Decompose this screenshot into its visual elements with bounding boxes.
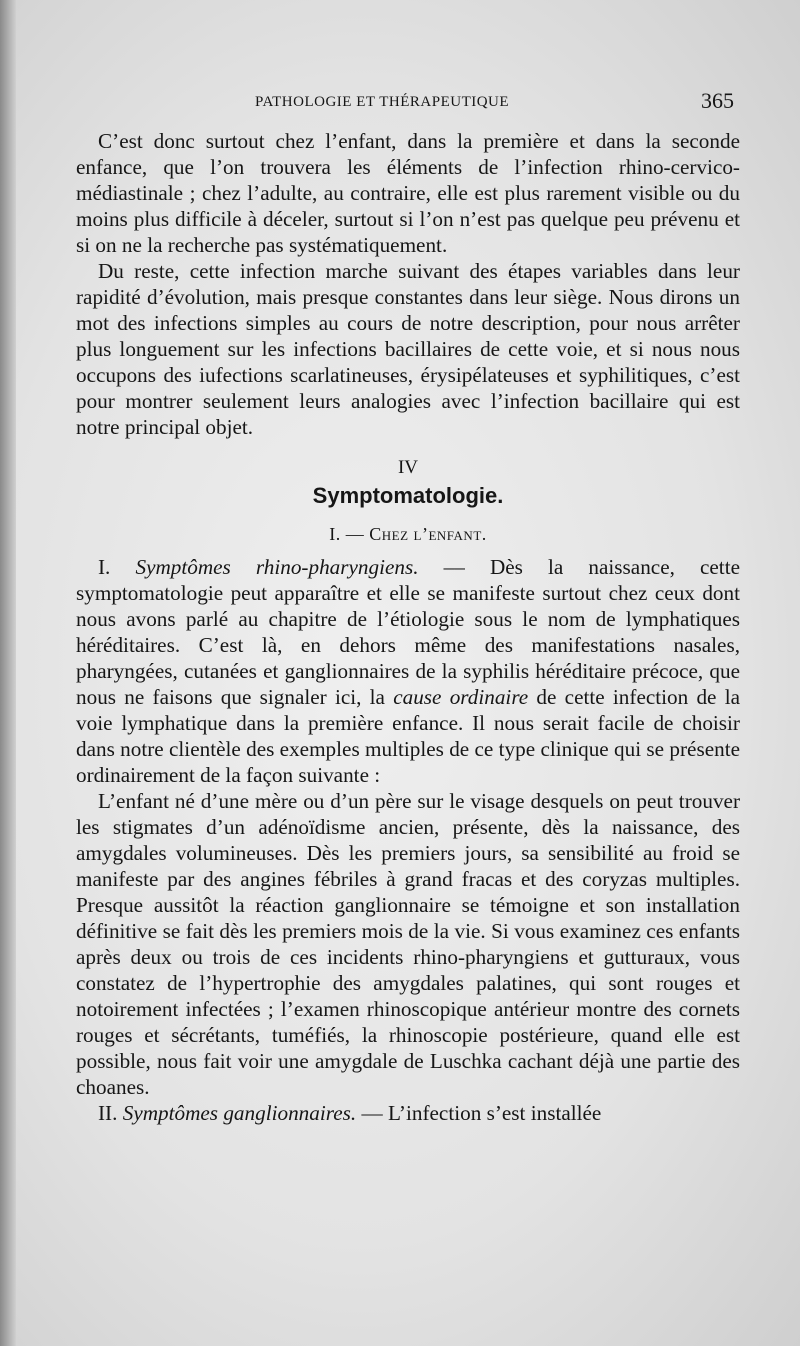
paragraph-4: L’enfant né d’une mère ou d’un père sur le visage desquels on peut trouver les stigmates d’un adénoïdisme ancien, présente, dès la naissance, des amygdales volumineuses. Dès les premiers jours, sa sensibilité au froid se manifeste par des angines fébriles à grand fracas et des coryzas multiples. Presque aussitôt la réaction ganglionnaire se témoigne et son installation définitive se fait dès les premiers mois de la vie. Si vous examinez ces enfants après deux ou trois de ces incidents rhino-pharyngiens et gutturaux, vous constatez de l’hypertrophie des amygdales palatines, qui sont rouges et notoirement infectées ; l’examen rhinoscopique antérieur montre des cornets rouges et sécrétants, tuméfiés, la rhinoscopie postérieure, quand elle est possible, nous fait voir une amygdale de Luschka cachant déjà une partie des choanes. [76, 789, 740, 1099]
page-body [76, 128, 740, 1126]
section-title: Symptomatologie. [312, 483, 504, 508]
page-number: 365 [701, 88, 734, 113]
paragraph-3-title: Symptômes rhino-pharyngiens. [135, 555, 419, 579]
scan-edge-shadow [0, 0, 16, 1346]
paragraph-1: C’est donc surtout chez l’enfant, dans la première et dans la seconde enfance, que l’on trouvera les éléments de l’infection rhino-cervico-médiastinale ; chez l’adulte, au contraire, elle est plus rarement visible ou du moins plus difficile à déceler, surtout si l’on n’est pas quelque peu prévenu et si on ne la recherche pas systématiquement. [76, 129, 740, 257]
subsection-heading [76, 522, 740, 546]
paragraph-5-title: Symptômes ganglionnaires. [122, 1101, 357, 1125]
subsection-dash: — [340, 524, 370, 544]
section-number: IV [397, 457, 419, 478]
paragraph-5 [76, 1100, 740, 1126]
paragraph-3-text-a: –– Dès la naissance, cette symptomatologie peut apparaître et elle se manifeste surtout chez ceux dont nous avons parlé au chapitre de l’étiologie sous le nom de lymphatiques héréditaires. C’est là, en dehors même des manifestations nasales, pharyngées, cutanées et ganglionnaires de la syphilis héréditaire précoce, que nous ne faisons que signaler ici, la [76, 555, 740, 709]
paragraph-2: Du reste, cette infection marche suivant des étapes variables dans leur rapidité d’évolution, mais presque constantes dans leur siège. Nous dirons un mot des infections simples au cours de notre description, pour nous arrêter plus longuement sur les infections bacillaires de cette voie, et si nous nous occupons des iufections scarlatineuses, érysipélateuses et syphilitiques, c’est pour montrer seulement leurs analogies avec l’infection bacillaire qui est notre principal objet. [76, 259, 740, 439]
page-header [80, 88, 740, 120]
paragraph-3 [76, 554, 740, 788]
paragraph-3-number: I. [98, 555, 136, 579]
paragraph-5-number: II. [98, 1101, 123, 1125]
running-head: PATHOLOGIE ET THÉRAPEUTIQUE [255, 94, 510, 110]
paragraph-5-text: — L’infection s’est installée [356, 1101, 602, 1125]
subsection-number: I. [329, 524, 341, 544]
paragraph-3-emphasis: cause ordinaire [393, 685, 529, 709]
paragraph-3-text-b: de cette infection de la voie lymphatique dans la première enfance. Il nous serait facile de choisir dans notre clientèle des exemples multiples de ce type clinique qui se présente ordinairement de la façon suivante : [76, 685, 741, 787]
subsection-title: Chez l’enfant. [369, 524, 487, 544]
